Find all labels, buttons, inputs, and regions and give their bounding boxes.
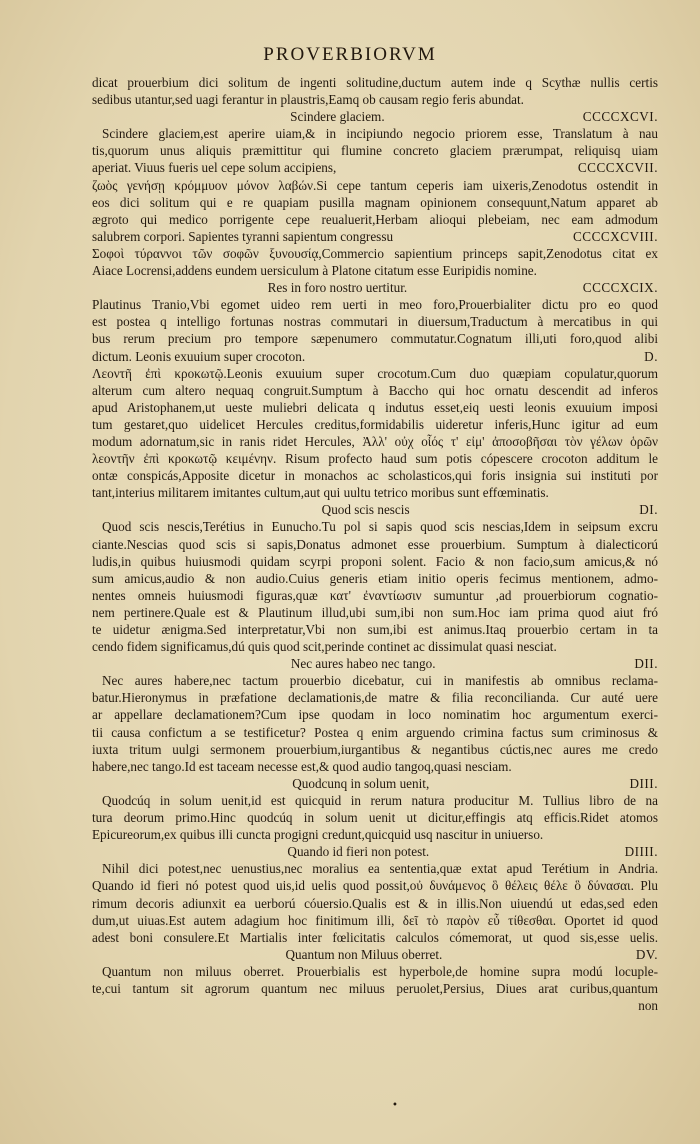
- adage-number: DI.: [639, 502, 658, 518]
- text-line: te,cui tantum sit agrorum quantum nec miluus peruolet,Persius, Diues arat curibus,quantum: [92, 980, 658, 996]
- text-line: Plautinus Tranio,Vbi egomet uideo rem uerti in meo foro,Prouerbialiter dictu pro eo quod: [92, 297, 658, 313]
- adage-heading: [92, 501, 658, 518]
- text-line: ægroto qui medico porrigente cepe reualuerit,Herbam alioqui plebeiam, nec eam admodum: [92, 211, 658, 227]
- adage-title: Nec aures habeo nec tango.: [290, 656, 436, 672]
- adage-number: DV.: [635, 946, 658, 962]
- text-line: λεοντῆν ἐπὶ κροκωτῷ κειμένην. Risum profecto haud sum potis cópescere crocoton additum le: [92, 451, 658, 467]
- adage-title: Quando id fieri non potest.: [287, 844, 430, 860]
- adage-number: DIII.: [629, 775, 658, 791]
- adage-title: dictum. Leonis exuuium super crocoton.: [92, 348, 306, 364]
- text-line: sedibus utantur,sed uagi ferantur in plaustris,Eamq ob causam regio feris abundat.: [92, 92, 524, 108]
- text-line: adest boni consulere.Et Martialis inter fœlicitatis calculos cómemorat, ut quod sis,esse uelis.: [92, 929, 658, 945]
- text-line: tis,quorum unus aliquis præmittitur qui flumine concreto glaciem prærumpat, reliquisq uiam: [92, 143, 658, 159]
- text-line: te uidetur ænigma.Sed interpretatur,Vbi non sum,ibi est animus.Itaq prouerbio certam in ta: [92, 622, 658, 637]
- text-line: est postea q intelligo fortunas nostras commutari in diuersum,Traductum à mercatibus in qui: [92, 314, 658, 330]
- text-line: batur.Hieronymus in præfatione declamationis,de matre & filia reconcilianda. Cur auté uere: [92, 690, 658, 706]
- text-line: Nec aures habere,nec tactum prouerbio dicebatur, cui in manifestis ab omnibus reclama-: [102, 673, 658, 689]
- adage-heading: [92, 655, 658, 672]
- text-line: tum gestaret,quo uidelicet Hercules creditus,formidabilis uideretur inferis,Hunc igitur ad eum: [92, 416, 658, 432]
- adage-number: CCCCXCVII.: [577, 160, 658, 176]
- text-line: apud Aristophanem,ut ueste muliebri delicata q indutus esset,eiq uesti leonis exuuium imposi: [92, 399, 658, 415]
- text-line: Epicureorum,ex quibus illi cuncta progigni credunt,quicquid usq nascitur in uniuerso.: [92, 827, 544, 843]
- text-line: sum amicus,audio & non audio.Cuius generis etiam initio operis fecimus mentionem, admo-: [92, 570, 658, 586]
- text-line: tii causa confictum a se testificetur? Postea q enim arguendo crimina factus sum criminosus &: [92, 724, 658, 740]
- text-line: tura deorum primo.Hinc quodcúq in solum uenit ut dicitur,effingis atq efficis.Ridet atomos: [92, 810, 658, 826]
- text-line: habere,nec tango.Id est taceam necesse est,& quod audio tangoq,quasi nesciam.: [92, 758, 512, 774]
- text-line: ar appellare declamationem?Cum ipse quodam in loco nominatim hoc argumentum exerci-: [92, 707, 658, 723]
- adage-heading: [92, 843, 658, 860]
- adage-heading: [92, 279, 658, 296]
- text-line: ontæ conspicás,Apposite dicetur in monachos ac scholasticos,qui foris insignia sui instituti por: [92, 468, 658, 484]
- adage-title: Quod scis nescis: [321, 502, 410, 518]
- text-body: [92, 74, 658, 1014]
- adage-title: Quodcunq in solum uenit,: [292, 775, 430, 791]
- text-line: nem pertinere.Quale est & Plautinum illud,ubi sum,ibi non sum.Hoc iam prima quod aiut fró: [92, 604, 658, 620]
- adage-heading: [92, 775, 658, 792]
- adage-number: D.: [644, 348, 658, 364]
- text-line: iuxta tritum uulgi sermonem prouerbium,iurgantibus & negantibus cúctis,nec aures me credo: [92, 741, 658, 757]
- text-line: Λεοντῆ ἐπὶ κροκωτῷ.Leonis exuuium super crocotum.Cum duo quæpiam copulatur,quorum: [92, 365, 658, 381]
- signature-mark: •: [392, 1100, 398, 1111]
- adage-heading-inline: [92, 228, 658, 245]
- text-line: non: [638, 998, 658, 1014]
- text-line: modum adornatum,sic in ranis ridet Hercules, Ἀλλ' οὐχ οἷός τ' εἰμ' ἀποσοβῆσαι τὸν γέλων ὁρῶν: [92, 433, 658, 449]
- text-line: ludis,in quibus huiusmodi quidam scyrpi proponi solent. Facio & non facio,sum amicus,& nó: [92, 553, 658, 569]
- text-line: bus rerum precium pro tempore sæpenumero commutatur.Cognatum illi,uti foro,quod alibi: [92, 331, 658, 347]
- adage-heading-inline: [92, 348, 658, 365]
- adage-title: Quantum non Miluus oberret.: [285, 946, 443, 962]
- text-line: Quod scis nescis,Terétius in Eunucho.Tu pol si sapis quod scis nescias,Idem in seipsum excru: [102, 519, 658, 535]
- text-line: ζωὸς γενήσῃ κρόμμυον μόνον λαβών.Si cepe tantum ceperis iam uixeris,Zenodotus ostendit in: [92, 177, 658, 193]
- adage-number: DII.: [634, 656, 658, 672]
- text-line: rimum decoris adiunxit ea uerború cóuersio.Qualis est & in illis.Non uiuendú ut edas,sed eden: [92, 895, 658, 911]
- text-line: nentes omneis huiusmodi figuras,quæ κατ' ἐναντίωσιν sumuntur ,ad prouerbiorum cognatio-: [92, 587, 658, 603]
- adage-title: Res in foro nostro uertitur.: [267, 280, 408, 296]
- text-line: Aiace Locrensi,addens eundem uersiculum à Platone citatum esse Euripidis nomine.: [92, 263, 537, 279]
- adage-number: CCCCXCVIII.: [573, 228, 658, 244]
- text-line: Quodcúq in solum uenit,id est quicquid in rerum natura producitur M. Tullius libro de na: [102, 792, 658, 808]
- text-line: ciante.Nescias quod scis si sapis,Donatus admonet esse prouerbium. Sumptum à dialecticorú: [92, 536, 658, 552]
- text-line: dicat prouerbium dici solitum de ingenti solitudine,ductum autem inde q Scythæ nullis certis: [92, 75, 658, 90]
- text-line: Quantum non miluus oberret. Prouerbialis est hyperbole,de homine supra modú locuple-: [102, 963, 658, 979]
- adage-number: DIIII.: [624, 844, 658, 860]
- text-line: eos dici solitum qui e re quapiam pusilla magnam opinionem consequunt,Natum apparet ab: [92, 194, 658, 210]
- adage-number: CCCCXCVI.: [582, 109, 658, 125]
- text-line: Σοφοὶ τύραννοι τῶν σοφῶν ξυνουσίᾳ,Commercio sapientium princeps sapit,Zenodotus citat ex: [92, 245, 658, 261]
- text-line: Nihil dici potest,nec uenustius,nec moralius ea sententia,quæ extat apud Terétium in Andria.: [102, 861, 658, 877]
- text-line: Quando id fieri nó potest quod uis,id uelis quod possit,οὐ δυνάμενος ὃ θέλεις θέλε ὃ δύνασαι. Plu: [92, 878, 658, 894]
- text-line: dum,ut uiuas.Est autem adagium hoc finitimum illi, δεῖ τὸ παρὸν εὖ τίθεσθαι. Oportet id quod: [92, 912, 658, 928]
- adage-heading: [92, 946, 658, 963]
- text-line: Scindere glaciem,est aperire uiam,& in incipiundo negocio priorem esse, Translatum à nau: [102, 126, 658, 142]
- adage-heading: [92, 108, 658, 125]
- adage-title: Scindere glaciem.: [290, 109, 385, 125]
- adage-number: CCCCXCIX.: [582, 280, 658, 296]
- running-header: PROVERBIORVM: [263, 44, 437, 65]
- adage-heading-inline: [92, 159, 658, 176]
- text-line: tant,interius militarem imitantes cultum,aut qui uultu tetrico moribus sunt effœminatis.: [92, 485, 549, 501]
- text-line: cendo fidem significamus,dú quis quod scit,perinde continet ac dissimulat quasi nesciat.: [92, 639, 557, 655]
- text-line: alterum cum altero nequaq congruit.Sumptum à Baccho qui hoc ornatu descendit ad inferos: [92, 382, 658, 398]
- adage-title: salubrem corpori. Sapientes tyranni sapientum congressu: [92, 228, 394, 244]
- adage-title: aperiat. Viuus fueris uel cepe solum accipiens,: [92, 160, 337, 176]
